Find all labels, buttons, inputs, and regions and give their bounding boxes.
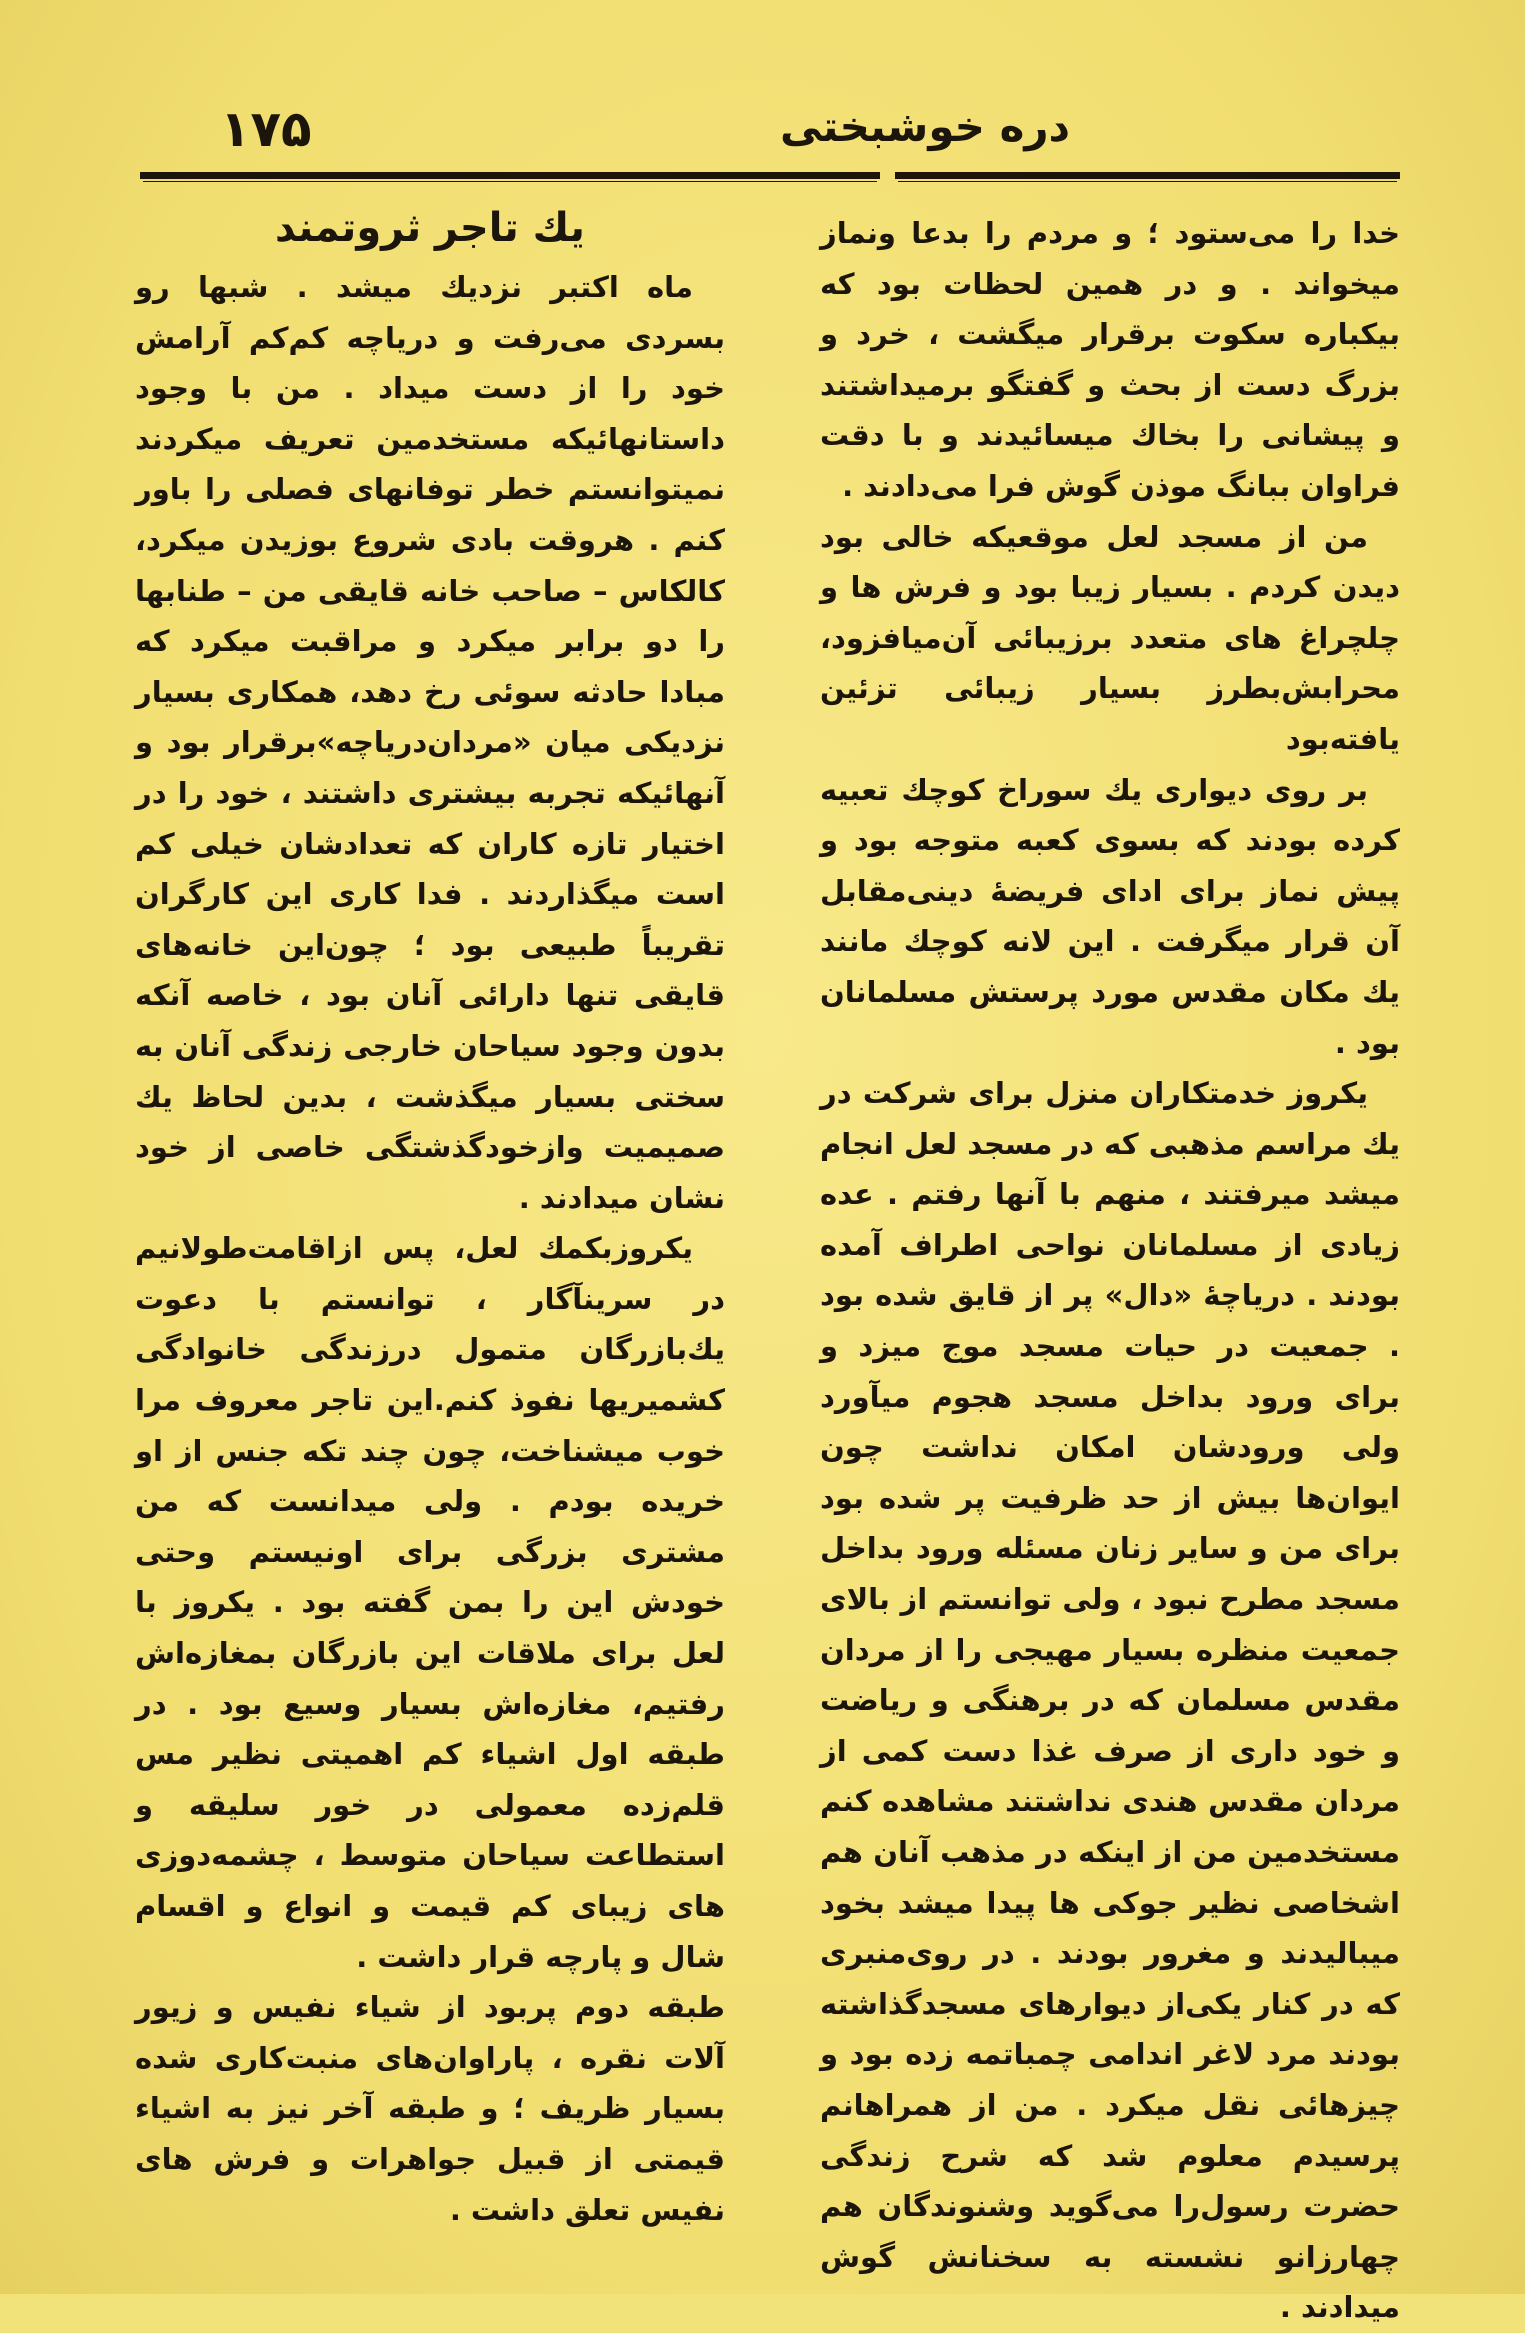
paragraph: طبقه دوم پربود از شیاء نفیس و زیور آلات نقره ، پاراوان‌های منبت‌کاری شده بسیار ظریف ؛ و طبقه آخر نیز به اشیاء قیمتی از قبیل جواهرات و فرش های نفیس تعلق داشت . <box>135 1990 725 2227</box>
header-rule-right <box>895 172 1400 179</box>
paragraph: یکروزبکمك لعل، پس ازاقامت‌طولانیم در سرینآگار ، توانستم با دعوت یك‌بازرگان متمول درزندگی خانوادگی کشمیریها نفوذ کنم.این تاجر معروف مرا خوب میشناخت، چون چند تکه جنس از او خریده بودم . ولی میدانست که من مشتری بزرگی برای اونیستم وحتی خودش این را بمن گفته بود . یکروز با لعل برای ملاقات این بازرگان بمغازه‌اش رفتیم، مغازه‌اش بسیار وسیع بود . در طبقه اول اشیاء کم اهمیتی نظیر مس قلم‌زده معمولی در خور سلیقه و استطاعت سیاحان متوسط ، چشمه‌دوزی های زیبای کم قیمت و انواع و اقسام شال و پارچه قرار داشت . <box>135 1231 725 1974</box>
paragraph: بر روی دیواری یك سوراخ کوچك تعبیه کرده بودند که بسوی کعبه متوجه بود و پیش نماز برای ادای فریضهٔ دینی‌مقابل آن قرار میگرفت . این لانه کوچك مانند یك مکان مقدس مورد پرستش مسلمانان بود . <box>820 772 1400 1060</box>
page-header <box>140 100 1395 160</box>
paragraph: ماه اکتبر نزدیك میشد . شبها رو بسردی می‌رفت و دریاچه کم‌کم آرامش خود را از دست میداد . من با وجود داستانهائیکه مستخدمین تعریف میکردند نمیتوانستم خطر توفانهای فصلی را باور کنم . هروقت بادی شروع بوزیدن میکرد، کالکاس – صاحب خانه قایقی من – طنابها را دو برابر میکرد و مراقبت میکرد که مبادا حادثه سوئی رخ دهد، همکاری بسیار نزدیکی میان «مردان‌دریاچه»برقرار بود و آنهائیکه تجربه بیشتری داشتند ، خود را در اختیار تازه کاران که تعدادشان خیلی کم است میگذاردند . فدا کاری این کارگران تقریباً طبیعی بود ؛ چون‌این خانه‌های قایقی تنها دارائی آنان بود ، خاصه آنکه بدون وجود سیاحان خارجی زندگی آنان به سختی بسیار میگذشت ، بدین لحاظ یك صمیمیت وازخودگذشتگی خاصی از خود نشان میدادند . <box>135 270 725 1215</box>
paragraph: من از مسجد لعل موقعیکه خالی بود دیدن کردم . بسیار زیبا بود و فرش ها و چلچراغ های متعدد برزیبائی آن‌میافزود، محرابش‌بطرز بسیار زیبائی تزئین یافته‌بود <box>820 519 1400 756</box>
right-column <box>820 208 1400 2333</box>
running-title: دره خوشبختی <box>780 102 1071 151</box>
paragraph: خدا را می‌ستود ؛ و مردم را بدعا ونماز میخواند . و در همین لحظات بود که بیکباره سکوت برقرار میگشت ، خرد و بزرگ دست از بحث و گفتگو برمیداشتند و پیشانی را بخاك میسائیدند و با دقت فراوان ببانگ موذن گوش فرا می‌دادند . <box>820 216 1400 503</box>
paragraph: یکروز خدمتکاران منزل برای شرکت در یك مراسم مذهبی که در مسجد لعل انجام میشد میرفتند ، منهم با آنها رفتم . عده زیادی از مسلمانان نواحی اطراف آمده بودند . دریاچهٔ «دال» پر از قایق شده بود . جمعیت در حیات مسجد موج میزد و برای ورود بداخل مسجد هجوم میآورد ولی ورودشان امکان نداشت چون ایوان‌ها بیش از حد ظرفیت پر شده بود برای من و سایر زنان مسئله ورود بداخل مسجد مطرح نبود ، ولی توانستم از بالای جمعیت منظره بسیار مهیجی را از مردان مقدس مسلمان که در برهنگی و ریاضت و خود داری از صرف غذا دست کمی از مردان مقدس هندی نداشتند مشاهده کنم مستخدمین من از اینکه در مذهب آنان هم اشخاصی نظیر جوکی ها پیدا میشد بخود میبالیدند و مغرور بودند . در روی‌منبری که در کنار یکی‌از دیوارهای مسجدگذاشته بودند مرد لاغر اندامی چمباتمه زده بود و چیزهائی نقل میکرد . من از همراهانم پرسیدم معلوم شد که شرح زندگی حضرت رسول‌را می‌گوید وشنوندگان هم چهارزانو نشسته به سخنانش گوش میدادند . <box>820 1076 1400 2325</box>
section-title: یك تاجر ثروتمند <box>275 205 585 251</box>
header-rule-left <box>140 172 880 179</box>
page-number: ۱۷۵ <box>220 100 312 158</box>
left-column <box>135 262 725 2235</box>
